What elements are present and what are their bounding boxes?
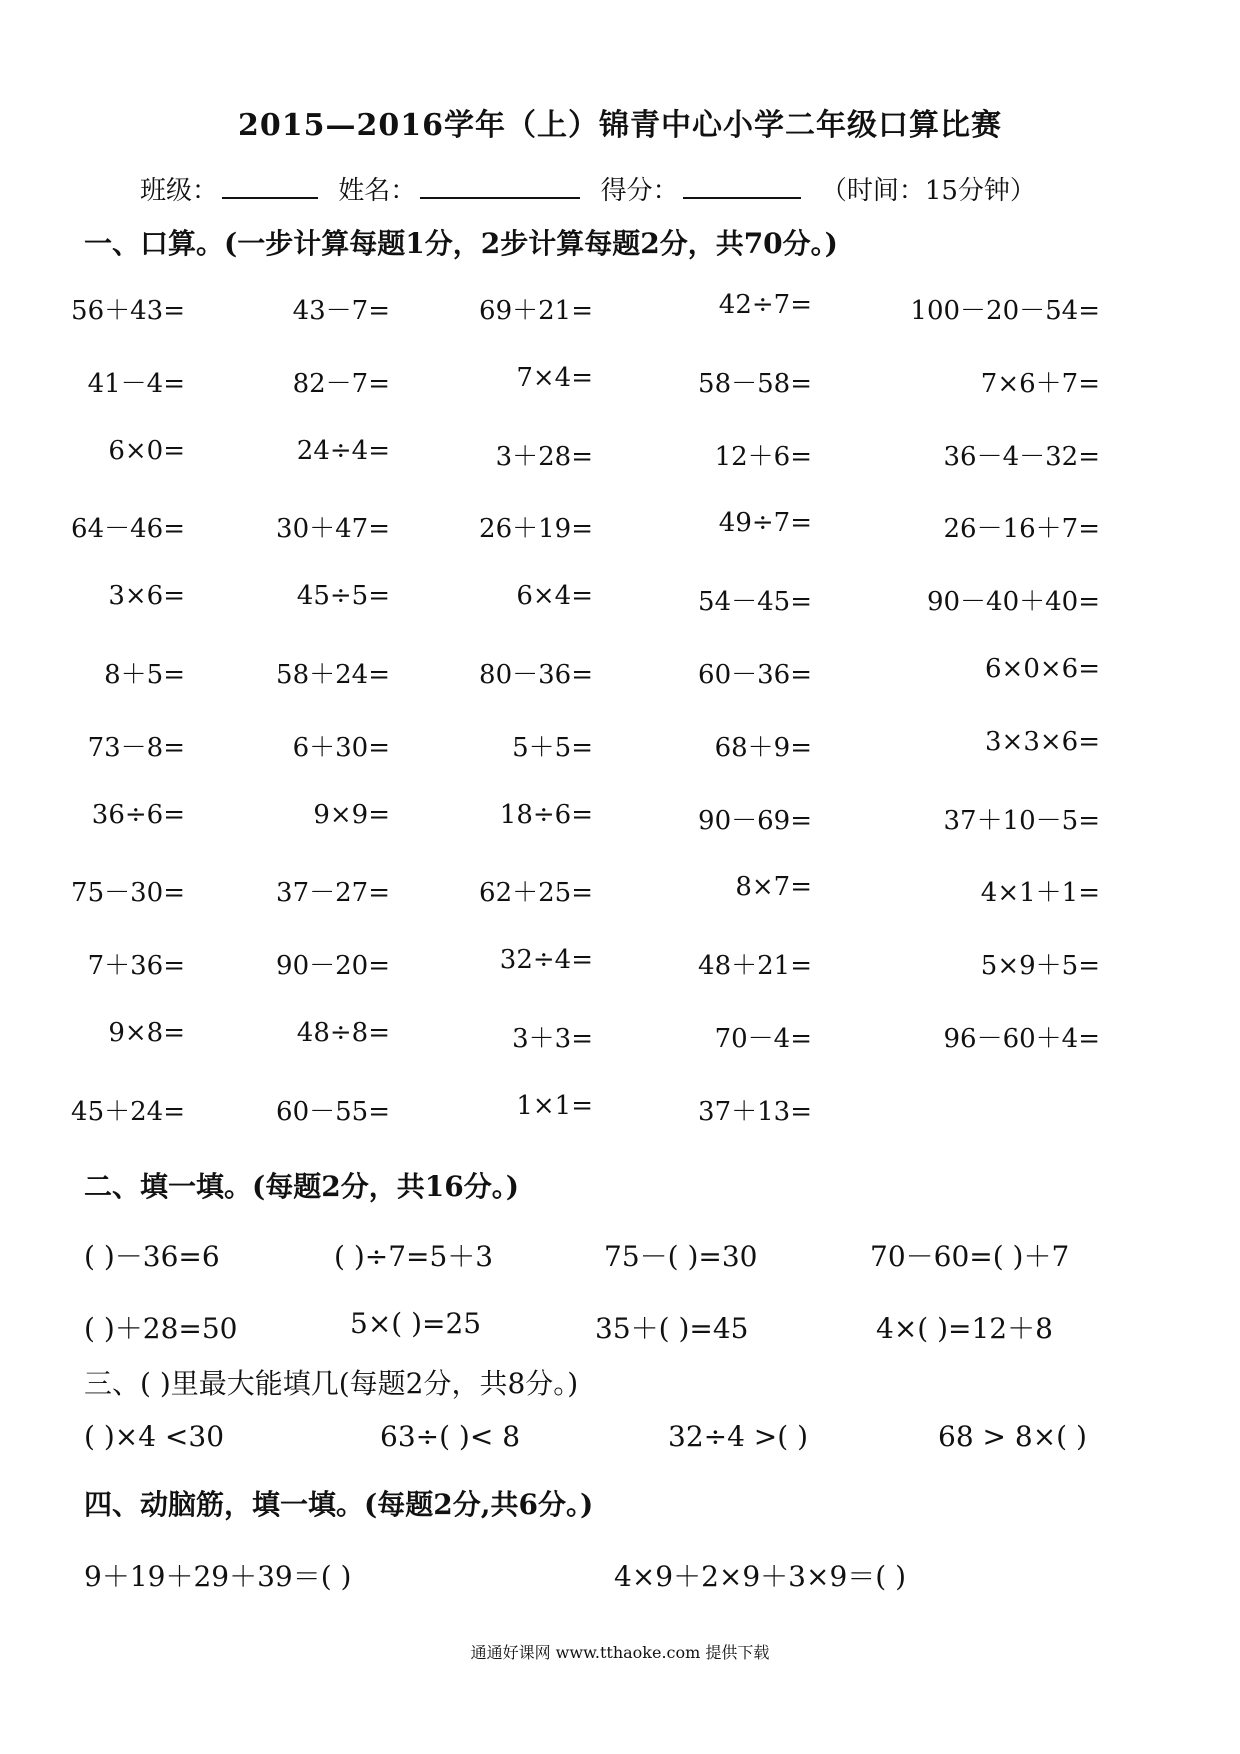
calc-problem: 30＋47= — [276, 514, 390, 545]
calc-problem: 96－60＋4= — [943, 1024, 1100, 1054]
calc-problem: 5＋5= — [512, 732, 593, 763]
calc-problem: 42÷7= — [718, 290, 812, 320]
calc-problem: 12＋6= — [714, 441, 812, 472]
calc-problem: 73－8= — [87, 732, 185, 763]
calc-problem: 6×0= — [108, 435, 185, 466]
calc-problem: 6×0×6= — [985, 654, 1100, 684]
calc-problem: 37－27= — [276, 878, 390, 909]
fill-item: 70－60=( )＋7 — [870, 1240, 1070, 1273]
calc-problem: 6＋30= — [292, 732, 390, 763]
calc-problem: 32÷4= — [499, 945, 593, 976]
section4-heading: 四、动脑筋，填一填。(每题2分,共6分。) — [84, 1488, 594, 1521]
calc-problem: 36÷6= — [91, 799, 185, 830]
calc-problem: 6×4= — [516, 581, 593, 612]
calc-problem: 60－36= — [698, 660, 812, 690]
calc-problem: 7＋36= — [87, 951, 185, 982]
calc-problem: 90－69= — [698, 805, 812, 836]
calc-problem: 8×7= — [735, 872, 812, 903]
fill-item: ( )－36=6 — [84, 1240, 220, 1273]
brain-item: 9＋19＋29＋39＝( ) — [84, 1560, 352, 1593]
time-note: （时间：15分钟） — [820, 176, 1036, 206]
calc-problem: 90－20= — [276, 951, 390, 982]
calc-problem: 7×4= — [516, 362, 593, 393]
calc-problem: 5×9＋5= — [980, 951, 1100, 982]
calc-problem: 3×6= — [108, 581, 185, 612]
calc-problem: 9×9= — [313, 799, 390, 830]
calc-problem: 56＋43= — [71, 296, 185, 326]
calc-problem: 37＋10－5= — [943, 805, 1100, 836]
calc-problem: 100－20－54= — [910, 296, 1100, 326]
student-info-line — [140, 170, 1036, 207]
calc-problem: 24÷4= — [296, 435, 390, 466]
calc-problem: 43－7= — [292, 296, 390, 326]
calc-problem: 4×1＋1= — [980, 878, 1100, 909]
calc-problem: 36－4－32= — [943, 441, 1100, 472]
calc-problem: 82－7= — [292, 368, 390, 399]
fill-item: ( )÷7=5＋3 — [334, 1240, 494, 1273]
score-label: 得分： — [600, 176, 679, 206]
fill-item: 35＋( )=45 — [595, 1312, 749, 1345]
calc-problem: 37＋13= — [698, 1096, 812, 1127]
class-label: 班级： — [140, 176, 219, 206]
fill-item: 75－( )=30 — [604, 1240, 758, 1273]
calc-problem: 18÷6= — [499, 799, 593, 830]
calc-problem: 7×6＋7= — [980, 368, 1100, 399]
calc-problem: 49÷7= — [718, 508, 812, 539]
brain-item: 4×9＋2×9＋3×9＝( ) — [614, 1560, 907, 1593]
calc-problem: 45＋24= — [71, 1096, 185, 1127]
calc-problem: 58－58= — [698, 368, 812, 399]
calc-problem: 90－40＋40= — [926, 587, 1100, 618]
name-label: 姓名： — [338, 176, 417, 206]
calc-problem: 8＋5= — [104, 660, 185, 690]
section3-heading: 三、( )里最大能填几(每题2分，共8分。) — [84, 1367, 579, 1400]
section1-heading: 一、口算。(一步计算每题1分，2步计算每题2分，共70分。) — [84, 227, 838, 260]
compare-item: 32÷4 >( ) — [668, 1420, 809, 1453]
calc-problem: 54－45= — [698, 587, 812, 618]
calc-problem: 69＋21= — [479, 296, 593, 326]
compare-item: 68 > 8×( ) — [938, 1420, 1087, 1453]
calc-problem: 1×1= — [516, 1090, 593, 1121]
calc-problem: 62＋25= — [479, 878, 593, 909]
name-blank[interactable] — [420, 171, 580, 199]
compare-item: ( )×4 <30 — [84, 1420, 225, 1453]
calc-problem: 68＋9= — [714, 732, 812, 763]
calc-problem: 3＋3= — [512, 1024, 593, 1054]
page-title: 2015—2016学年（上）锦青中心小学二年级口算比赛 — [238, 108, 1002, 143]
calc-problem: 58＋24= — [276, 660, 390, 690]
section2-heading: 二、填一填。(每题2分，共16分。) — [84, 1170, 519, 1203]
calc-problem: 26＋19= — [479, 514, 593, 545]
score-blank[interactable] — [683, 171, 801, 199]
calc-problem: 80－36= — [479, 660, 593, 690]
calc-problem: 3×3×6= — [985, 726, 1100, 757]
calc-problem: 48÷8= — [296, 1018, 390, 1048]
calc-problem: 9×8= — [108, 1018, 185, 1048]
calc-problem: 26－16＋7= — [943, 514, 1100, 545]
class-blank[interactable] — [222, 171, 318, 199]
calc-problem: 75－30= — [71, 878, 185, 909]
calc-problem: 48＋21= — [698, 951, 812, 982]
fill-item: ( )＋28=50 — [84, 1312, 238, 1345]
fill-item: 4×( )=12＋8 — [876, 1312, 1053, 1345]
calc-problem: 70－4= — [714, 1024, 812, 1054]
fill-item: 5×( )=25 — [350, 1307, 482, 1340]
calc-problem: 64－46= — [71, 514, 185, 545]
calc-problem: 3＋28= — [495, 441, 593, 472]
calc-problem: 45÷5= — [296, 581, 390, 612]
compare-item: 63÷( )< 8 — [380, 1420, 521, 1453]
calc-problem: 60－55= — [276, 1096, 390, 1127]
footer-credit: 通通好课网 www.tthaoke.com 提供下载 — [470, 1643, 770, 1662]
calc-problem: 41－4= — [87, 368, 185, 399]
